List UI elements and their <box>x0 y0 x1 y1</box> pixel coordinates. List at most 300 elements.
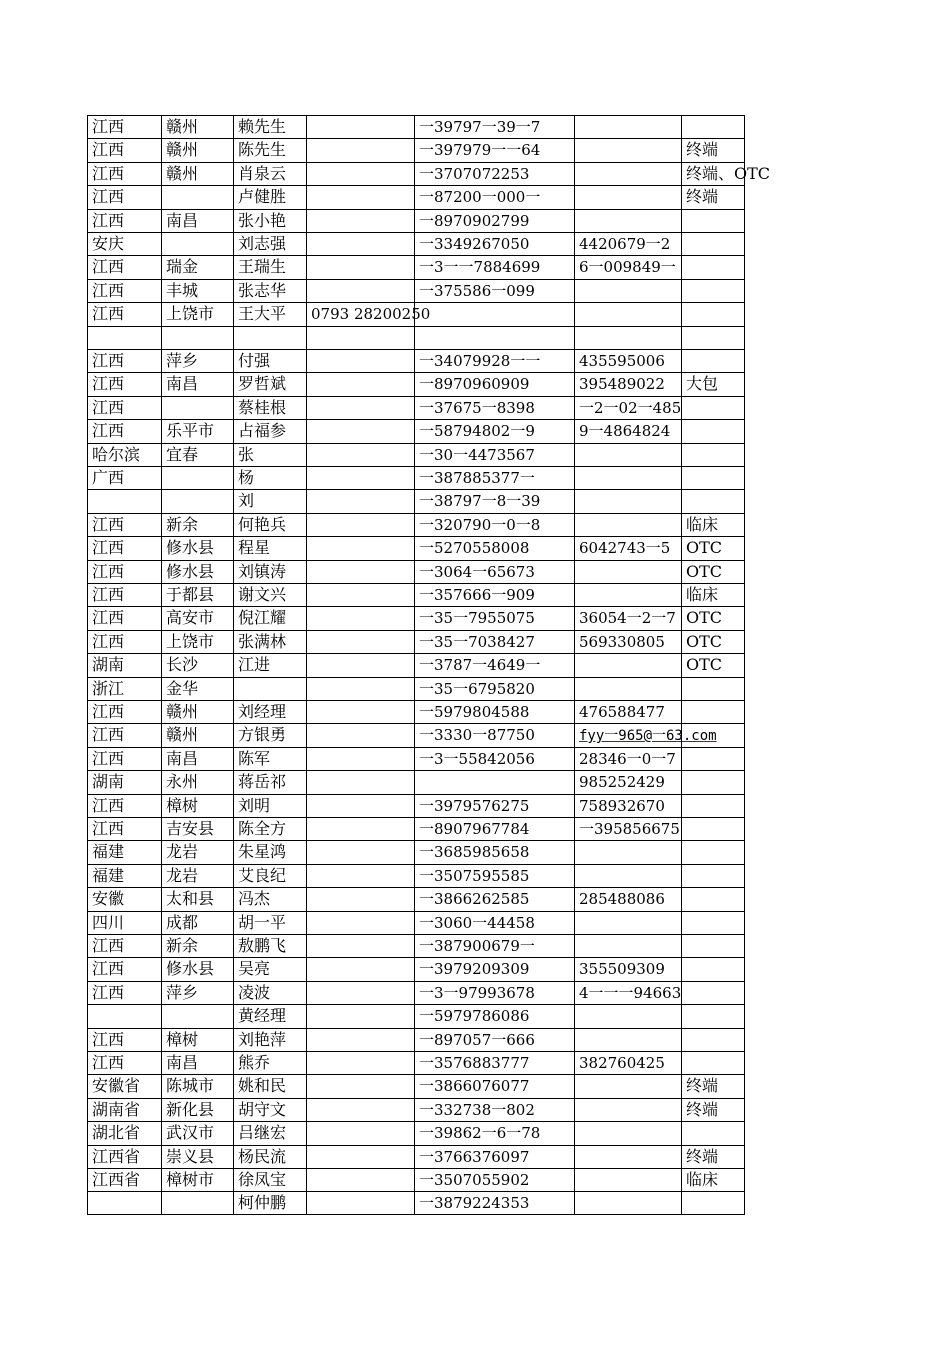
name-cell[interactable] <box>233 981 306 1004</box>
mobile-cell[interactable] <box>414 396 574 419</box>
city-cell[interactable] <box>161 630 233 653</box>
extra-contact-cell[interactable] <box>574 396 681 419</box>
type-cell[interactable] <box>681 1191 745 1214</box>
extra-contact-cell[interactable] <box>574 723 717 746</box>
city-cell[interactable] <box>161 1004 233 1027</box>
mobile-cell[interactable] <box>414 302 574 325</box>
province-cell[interactable] <box>87 1098 161 1121</box>
landline-cell[interactable] <box>306 115 414 138</box>
type-cell[interactable] <box>681 115 745 138</box>
province-cell[interactable] <box>87 700 161 723</box>
name-cell[interactable] <box>233 396 306 419</box>
mobile-cell[interactable] <box>414 349 574 372</box>
extra-contact-cell[interactable] <box>574 1191 681 1214</box>
extra-contact-cell[interactable] <box>574 489 681 512</box>
mobile-cell[interactable] <box>414 513 574 536</box>
name-cell[interactable] <box>233 1098 306 1121</box>
landline-cell[interactable] <box>306 1004 414 1027</box>
name-cell[interactable] <box>233 138 306 161</box>
city-cell[interactable] <box>161 489 233 512</box>
name-cell[interactable] <box>233 1004 306 1027</box>
province-cell[interactable] <box>87 934 161 957</box>
type-cell[interactable] <box>681 864 745 887</box>
landline-cell[interactable] <box>306 1051 414 1074</box>
mobile-cell[interactable] <box>414 209 574 232</box>
landline-cell[interactable] <box>306 583 414 606</box>
city-cell[interactable] <box>161 723 233 746</box>
extra-contact-cell[interactable] <box>574 372 681 395</box>
landline-cell[interactable] <box>306 817 414 840</box>
landline-cell[interactable] <box>306 981 414 1004</box>
city-cell[interactable] <box>161 326 233 349</box>
name-cell[interactable] <box>233 794 306 817</box>
province-cell[interactable] <box>87 747 161 770</box>
type-cell[interactable] <box>681 349 745 372</box>
name-cell[interactable] <box>233 1191 306 1214</box>
extra-contact-cell[interactable] <box>574 138 681 161</box>
mobile-cell[interactable] <box>414 115 574 138</box>
landline-cell[interactable] <box>306 513 414 536</box>
type-cell[interactable] <box>681 934 745 957</box>
name-cell[interactable] <box>233 513 306 536</box>
name-cell[interactable] <box>233 1074 306 1097</box>
province-cell[interactable] <box>87 138 161 161</box>
landline-cell[interactable] <box>306 723 414 746</box>
type-cell[interactable] <box>681 419 745 442</box>
name-cell[interactable] <box>233 630 306 653</box>
type-cell[interactable] <box>681 677 745 700</box>
type-cell[interactable] <box>681 466 745 489</box>
landline-cell[interactable] <box>306 489 414 512</box>
province-cell[interactable] <box>87 302 161 325</box>
province-cell[interactable] <box>87 536 161 559</box>
extra-contact-cell[interactable] <box>574 630 681 653</box>
type-cell[interactable] <box>681 138 745 161</box>
type-cell[interactable] <box>681 653 745 676</box>
landline-cell[interactable] <box>306 887 414 910</box>
province-cell[interactable] <box>87 513 161 536</box>
type-cell[interactable] <box>681 1074 745 1097</box>
extra-contact-cell[interactable] <box>574 536 681 559</box>
mobile-cell[interactable] <box>414 1004 574 1027</box>
extra-contact-cell[interactable] <box>574 747 681 770</box>
landline-cell[interactable] <box>306 653 414 676</box>
extra-contact-cell[interactable] <box>574 349 681 372</box>
landline-cell[interactable] <box>306 630 414 653</box>
type-cell[interactable] <box>681 794 745 817</box>
type-cell[interactable] <box>681 560 745 583</box>
province-cell[interactable] <box>87 864 161 887</box>
type-cell[interactable] <box>681 513 745 536</box>
mobile-cell[interactable] <box>414 1074 574 1097</box>
mobile-cell[interactable] <box>414 934 574 957</box>
province-cell[interactable] <box>87 1145 161 1168</box>
province-cell[interactable] <box>87 1121 161 1144</box>
province-cell[interactable] <box>87 817 161 840</box>
type-cell[interactable] <box>681 1145 745 1168</box>
province-cell[interactable] <box>87 981 161 1004</box>
landline-cell[interactable] <box>306 700 414 723</box>
province-cell[interactable] <box>87 255 161 278</box>
province-cell[interactable] <box>87 911 161 934</box>
city-cell[interactable] <box>161 419 233 442</box>
mobile-cell[interactable] <box>414 560 574 583</box>
name-cell[interactable] <box>233 279 306 302</box>
mobile-cell[interactable] <box>414 911 574 934</box>
city-cell[interactable] <box>161 1074 233 1097</box>
mobile-cell[interactable] <box>414 138 574 161</box>
name-cell[interactable] <box>233 185 306 208</box>
mobile-cell[interactable] <box>414 232 574 255</box>
extra-contact-cell[interactable] <box>574 794 681 817</box>
mobile-cell[interactable] <box>414 770 574 793</box>
landline-cell[interactable] <box>306 255 414 278</box>
type-cell[interactable] <box>681 957 745 980</box>
city-cell[interactable] <box>161 560 233 583</box>
landline-cell[interactable] <box>306 934 414 957</box>
extra-contact-cell[interactable] <box>574 677 681 700</box>
extra-contact-cell[interactable] <box>574 911 681 934</box>
mobile-cell[interactable] <box>414 981 574 1004</box>
landline-cell[interactable] <box>306 326 414 349</box>
landline-cell[interactable] <box>306 209 414 232</box>
type-cell[interactable] <box>681 770 745 793</box>
city-cell[interactable] <box>161 981 233 1004</box>
city-cell[interactable] <box>161 606 233 629</box>
mobile-cell[interactable] <box>414 489 574 512</box>
mobile-cell[interactable] <box>414 957 574 980</box>
province-cell[interactable] <box>87 1028 161 1051</box>
city-cell[interactable] <box>161 138 233 161</box>
mobile-cell[interactable] <box>414 653 574 676</box>
landline-cell[interactable] <box>306 138 414 161</box>
province-cell[interactable] <box>87 630 161 653</box>
extra-contact-cell[interactable] <box>574 1004 681 1027</box>
mobile-cell[interactable] <box>414 1028 574 1051</box>
city-cell[interactable] <box>161 1028 233 1051</box>
city-cell[interactable] <box>161 840 233 863</box>
landline-cell[interactable] <box>306 1028 414 1051</box>
mobile-cell[interactable] <box>414 1051 574 1074</box>
province-cell[interactable] <box>87 185 161 208</box>
name-cell[interactable] <box>233 677 306 700</box>
city-cell[interactable] <box>161 1191 233 1214</box>
type-cell[interactable] <box>681 1051 745 1074</box>
extra-contact-cell[interactable] <box>574 887 681 910</box>
name-cell[interactable] <box>233 700 306 723</box>
landline-cell[interactable] <box>306 911 414 934</box>
type-cell[interactable] <box>681 185 745 208</box>
extra-contact-cell[interactable] <box>574 209 681 232</box>
landline-cell[interactable] <box>306 1074 414 1097</box>
landline-cell[interactable] <box>306 794 414 817</box>
province-cell[interactable] <box>87 1004 161 1027</box>
name-cell[interactable] <box>233 326 306 349</box>
type-cell[interactable] <box>681 1004 745 1027</box>
extra-contact-cell[interactable] <box>574 443 681 466</box>
city-cell[interactable] <box>161 396 233 419</box>
extra-contact-cell[interactable] <box>574 232 681 255</box>
name-cell[interactable] <box>233 770 306 793</box>
name-cell[interactable] <box>233 115 306 138</box>
landline-cell[interactable] <box>306 162 414 185</box>
landline-cell[interactable] <box>306 677 414 700</box>
landline-cell[interactable] <box>306 1191 414 1214</box>
extra-contact-cell[interactable] <box>574 653 681 676</box>
province-cell[interactable] <box>87 115 161 138</box>
extra-contact-cell[interactable] <box>574 957 681 980</box>
city-cell[interactable] <box>161 279 233 302</box>
extra-contact-cell[interactable] <box>574 560 681 583</box>
province-cell[interactable] <box>87 372 161 395</box>
name-cell[interactable] <box>233 747 306 770</box>
extra-contact-cell[interactable] <box>574 162 681 185</box>
province-cell[interactable] <box>87 583 161 606</box>
city-cell[interactable] <box>161 232 233 255</box>
type-cell[interactable] <box>681 981 745 1004</box>
extra-contact-cell[interactable] <box>574 302 681 325</box>
name-cell[interactable] <box>233 653 306 676</box>
type-cell[interactable] <box>681 489 745 512</box>
extra-contact-cell[interactable] <box>574 700 681 723</box>
city-cell[interactable] <box>161 115 233 138</box>
mobile-cell[interactable] <box>414 606 574 629</box>
landline-cell[interactable] <box>306 185 414 208</box>
city-cell[interactable] <box>161 349 233 372</box>
province-cell[interactable] <box>87 443 161 466</box>
extra-contact-cell[interactable] <box>574 840 681 863</box>
mobile-cell[interactable] <box>414 1121 574 1144</box>
landline-cell[interactable] <box>306 1098 414 1121</box>
extra-contact-cell[interactable] <box>574 864 681 887</box>
name-cell[interactable] <box>233 443 306 466</box>
mobile-cell[interactable] <box>414 1191 574 1214</box>
type-cell[interactable] <box>681 817 745 840</box>
type-cell[interactable] <box>681 606 745 629</box>
name-cell[interactable] <box>233 911 306 934</box>
type-cell[interactable] <box>681 302 745 325</box>
mobile-cell[interactable] <box>414 536 574 559</box>
city-cell[interactable] <box>161 911 233 934</box>
mobile-cell[interactable] <box>414 700 574 723</box>
mobile-cell[interactable] <box>414 630 574 653</box>
province-cell[interactable] <box>87 209 161 232</box>
city-cell[interactable] <box>161 185 233 208</box>
city-cell[interactable] <box>161 1168 233 1191</box>
province-cell[interactable] <box>87 653 161 676</box>
type-cell[interactable] <box>681 840 745 863</box>
province-cell[interactable] <box>87 1074 161 1097</box>
mobile-cell[interactable] <box>414 887 574 910</box>
name-cell[interactable] <box>233 1145 306 1168</box>
landline-cell[interactable] <box>306 840 414 863</box>
city-cell[interactable] <box>161 162 233 185</box>
extra-contact-cell[interactable] <box>574 1145 681 1168</box>
type-cell[interactable] <box>681 887 745 910</box>
type-cell[interactable] <box>681 1098 745 1121</box>
mobile-cell[interactable] <box>414 419 574 442</box>
extra-contact-cell[interactable] <box>574 513 681 536</box>
extra-contact-cell[interactable] <box>574 817 681 840</box>
city-cell[interactable] <box>161 770 233 793</box>
landline-cell[interactable] <box>306 443 414 466</box>
landline-cell[interactable] <box>306 606 414 629</box>
type-cell[interactable] <box>681 630 745 653</box>
mobile-cell[interactable] <box>414 864 574 887</box>
landline-cell[interactable] <box>306 560 414 583</box>
city-cell[interactable] <box>161 747 233 770</box>
city-cell[interactable] <box>161 1145 233 1168</box>
mobile-cell[interactable] <box>414 677 574 700</box>
extra-contact-cell[interactable] <box>574 606 681 629</box>
type-cell[interactable] <box>681 255 745 278</box>
city-cell[interactable] <box>161 864 233 887</box>
province-cell[interactable] <box>87 1168 161 1191</box>
name-cell[interactable] <box>233 349 306 372</box>
city-cell[interactable] <box>161 255 233 278</box>
extra-contact-cell[interactable] <box>574 583 681 606</box>
mobile-cell[interactable] <box>414 1145 574 1168</box>
mobile-cell[interactable] <box>414 443 574 466</box>
type-cell[interactable] <box>681 911 745 934</box>
landline-cell[interactable] <box>306 1145 414 1168</box>
landline-cell[interactable] <box>306 747 414 770</box>
city-cell[interactable] <box>161 513 233 536</box>
type-cell[interactable] <box>681 747 745 770</box>
extra-contact-cell[interactable] <box>574 1028 681 1051</box>
name-cell[interactable] <box>233 232 306 255</box>
landline-cell[interactable] <box>306 302 431 325</box>
mobile-cell[interactable] <box>414 583 574 606</box>
name-cell[interactable] <box>233 536 306 559</box>
extra-contact-cell[interactable] <box>574 185 681 208</box>
city-cell[interactable] <box>161 466 233 489</box>
province-cell[interactable] <box>87 419 161 442</box>
name-cell[interactable] <box>233 302 306 325</box>
type-cell[interactable] <box>681 1028 745 1051</box>
province-cell[interactable] <box>87 396 161 419</box>
city-cell[interactable] <box>161 700 233 723</box>
landline-cell[interactable] <box>306 279 414 302</box>
landline-cell[interactable] <box>306 396 414 419</box>
landline-cell[interactable] <box>306 372 414 395</box>
province-cell[interactable] <box>87 326 161 349</box>
province-cell[interactable] <box>87 466 161 489</box>
mobile-cell[interactable] <box>414 162 574 185</box>
mobile-cell[interactable] <box>414 372 574 395</box>
extra-contact-cell[interactable] <box>574 934 681 957</box>
city-cell[interactable] <box>161 794 233 817</box>
mobile-cell[interactable] <box>414 747 574 770</box>
mobile-cell[interactable] <box>414 840 574 863</box>
city-cell[interactable] <box>161 372 233 395</box>
type-cell[interactable] <box>681 536 745 559</box>
name-cell[interactable] <box>233 466 306 489</box>
name-cell[interactable] <box>233 209 306 232</box>
type-cell[interactable] <box>681 209 745 232</box>
extra-contact-cell[interactable] <box>574 279 681 302</box>
name-cell[interactable] <box>233 1121 306 1144</box>
city-cell[interactable] <box>161 1051 233 1074</box>
city-cell[interactable] <box>161 209 233 232</box>
province-cell[interactable] <box>87 489 161 512</box>
province-cell[interactable] <box>87 723 161 746</box>
type-cell[interactable] <box>681 700 745 723</box>
type-cell[interactable] <box>681 723 745 746</box>
name-cell[interactable] <box>233 840 306 863</box>
province-cell[interactable] <box>87 349 161 372</box>
city-cell[interactable] <box>161 934 233 957</box>
mobile-cell[interactable] <box>414 185 574 208</box>
name-cell[interactable] <box>233 887 306 910</box>
extra-contact-cell[interactable] <box>574 115 681 138</box>
mobile-cell[interactable] <box>414 326 574 349</box>
province-cell[interactable] <box>87 1191 161 1214</box>
mobile-cell[interactable] <box>414 466 574 489</box>
landline-cell[interactable] <box>306 419 414 442</box>
city-cell[interactable] <box>161 817 233 840</box>
province-cell[interactable] <box>87 794 161 817</box>
name-cell[interactable] <box>233 934 306 957</box>
type-cell[interactable] <box>681 326 745 349</box>
type-cell[interactable] <box>681 1121 745 1144</box>
mobile-cell[interactable] <box>414 817 574 840</box>
extra-contact-cell[interactable] <box>574 1051 681 1074</box>
province-cell[interactable] <box>87 162 161 185</box>
city-cell[interactable] <box>161 583 233 606</box>
name-cell[interactable] <box>233 255 306 278</box>
city-cell[interactable] <box>161 443 233 466</box>
landline-cell[interactable] <box>306 466 414 489</box>
name-cell[interactable] <box>233 1028 306 1051</box>
extra-contact-cell[interactable] <box>574 466 681 489</box>
city-cell[interactable] <box>161 1121 233 1144</box>
city-cell[interactable] <box>161 302 233 325</box>
landline-cell[interactable] <box>306 349 414 372</box>
extra-contact-cell[interactable] <box>574 1168 681 1191</box>
name-cell[interactable] <box>233 1051 306 1074</box>
landline-cell[interactable] <box>306 770 414 793</box>
mobile-cell[interactable] <box>414 255 574 278</box>
province-cell[interactable] <box>87 1051 161 1074</box>
name-cell[interactable] <box>233 489 306 512</box>
extra-contact-cell[interactable] <box>574 770 681 793</box>
province-cell[interactable] <box>87 279 161 302</box>
type-cell[interactable] <box>681 443 745 466</box>
name-cell[interactable] <box>233 817 306 840</box>
mobile-cell[interactable] <box>414 279 574 302</box>
province-cell[interactable] <box>87 770 161 793</box>
name-cell[interactable] <box>233 957 306 980</box>
name-cell[interactable] <box>233 864 306 887</box>
province-cell[interactable] <box>87 606 161 629</box>
extra-contact-cell[interactable] <box>574 1098 681 1121</box>
landline-cell[interactable] <box>306 232 414 255</box>
type-cell[interactable] <box>681 1168 745 1191</box>
mobile-cell[interactable] <box>414 1098 574 1121</box>
name-cell[interactable] <box>233 723 306 746</box>
extra-contact-cell[interactable] <box>574 255 681 278</box>
type-cell[interactable] <box>681 162 771 185</box>
mobile-cell[interactable] <box>414 1168 574 1191</box>
name-cell[interactable] <box>233 419 306 442</box>
province-cell[interactable] <box>87 232 161 255</box>
landline-cell[interactable] <box>306 1121 414 1144</box>
name-cell[interactable] <box>233 583 306 606</box>
type-cell[interactable] <box>681 232 745 255</box>
province-cell[interactable] <box>87 887 161 910</box>
mobile-cell[interactable] <box>414 794 574 817</box>
